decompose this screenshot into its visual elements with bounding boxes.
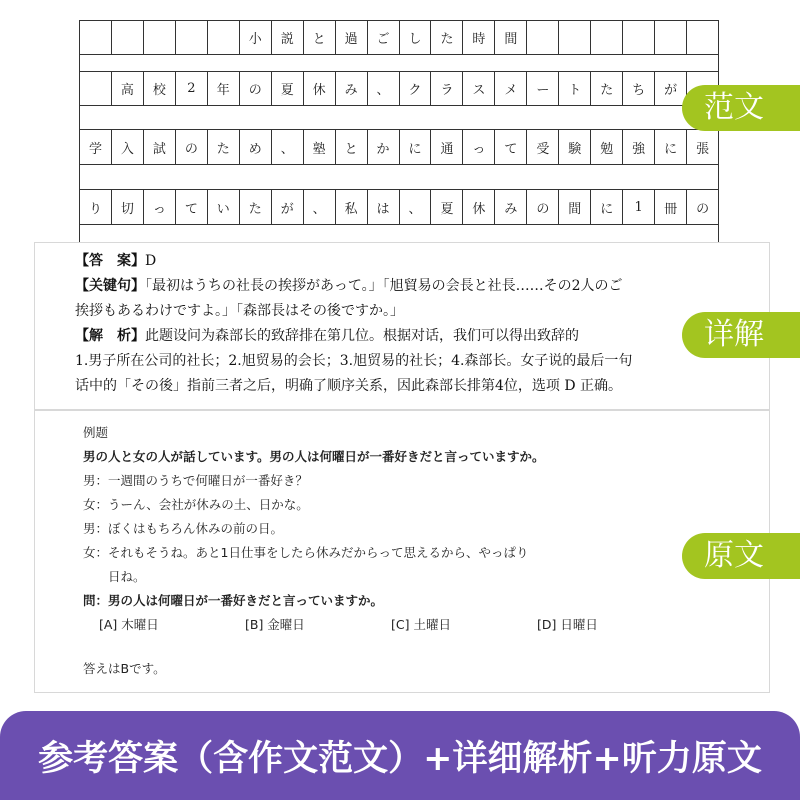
manuscript-cell: と	[304, 21, 336, 54]
manuscript-cell: と	[336, 130, 368, 164]
manuscript-cell: 、	[368, 72, 400, 105]
example-heading: 例题	[83, 425, 109, 440]
analysis-text-2: 1.男子所在公司的社长；2.旭贸易的会长；3.旭贸易的社长；4.森部长。女子说的最后一句	[75, 353, 633, 369]
manuscript-cell: の	[527, 190, 559, 224]
manuscript-cell: 夏	[272, 72, 304, 105]
answer-value: D	[145, 253, 157, 269]
manuscript-cell: 冊	[655, 190, 687, 224]
manuscript-cell: 受	[527, 130, 559, 164]
manuscript-cell: め	[240, 130, 272, 164]
key-sentence-line	[75, 274, 769, 299]
dialogue-line: 女：それもそうね。あと1日仕事をしたら休みだからって思えるから、やっぱり	[83, 545, 529, 560]
manuscript-cell: た	[591, 72, 623, 105]
manuscript-cell: っ	[144, 190, 176, 224]
manuscript-cell: 夏	[431, 190, 463, 224]
manuscript-cell: の	[240, 72, 272, 105]
manuscript-cell	[208, 21, 240, 54]
manuscript-cell: 間	[559, 190, 591, 224]
choice-a: [A] 木曜日	[99, 617, 159, 632]
manuscript-cell	[80, 21, 112, 54]
manuscript-cell: は	[368, 190, 400, 224]
footer-banner	[0, 711, 800, 800]
manuscript-gap	[79, 165, 719, 189]
answer-tag: 【答 案】	[75, 253, 145, 269]
manuscript-cell: 説	[272, 21, 304, 54]
answer-choices	[83, 613, 769, 637]
key-sentence-text-2: 挨拶もあるわけですよ。」「森部長はその後ですか。」	[75, 303, 404, 319]
manuscript-cell: っ	[463, 130, 495, 164]
manuscript-cell: 、	[400, 190, 432, 224]
manuscript-gap	[79, 55, 719, 71]
manuscript-cell: 、	[304, 190, 336, 224]
explanation-panel	[34, 242, 770, 410]
manuscript-cell: 学	[80, 130, 112, 164]
manuscript-gap	[79, 225, 719, 242]
manuscript-cell: た	[240, 190, 272, 224]
manuscript-cell: か	[368, 130, 400, 164]
manuscript-cell: 私	[336, 190, 368, 224]
dialogue-line: 女：うーん、会社が休みの土、日かな。	[83, 497, 309, 512]
manuscript-cell: い	[208, 190, 240, 224]
tab-transcript: 原文	[682, 533, 800, 579]
manuscript-cell: 休	[304, 72, 336, 105]
manuscript-cell: 間	[495, 21, 527, 54]
analysis-text-3: 话中的「その後」指前三者之后，明确了顺序关系，因此森部长排第4位，选项 D 正确。	[75, 378, 623, 394]
manuscript-cell: 過	[336, 21, 368, 54]
key-sentence-tag: 【关键句】	[75, 278, 145, 294]
manuscript-cell: た	[431, 21, 463, 54]
answer-line	[75, 249, 769, 274]
manuscript-cell	[112, 21, 144, 54]
dialogue-line: 男：一週間のうちで何曜日が一番好き？	[83, 473, 308, 488]
analysis-text-1: 此题设问为森部长的致辞排在第几位。根据对话，我们可以得出致辞的	[145, 328, 579, 344]
manuscript-cell: に	[655, 130, 687, 164]
manuscript-cell: 時	[463, 21, 495, 54]
manuscript-cell: し	[400, 21, 432, 54]
tab-analysis: 详解	[682, 312, 800, 358]
manuscript-cell: み	[336, 72, 368, 105]
manuscript-cell: の	[176, 130, 208, 164]
manuscript-gap	[79, 106, 719, 129]
manuscript-cell: ー	[527, 72, 559, 105]
manuscript-cell: 校	[144, 72, 176, 105]
choice-d: [D] 日曜日	[537, 617, 598, 632]
manuscript-cell: 年	[208, 72, 240, 105]
manuscript-cell	[144, 21, 176, 54]
manuscript-cell: ち	[623, 72, 655, 105]
manuscript-cell	[527, 21, 559, 54]
choice-c: [C] 土曜日	[391, 617, 451, 632]
manuscript-cell: 通	[431, 130, 463, 164]
manuscript-cell: ラ	[431, 72, 463, 105]
dialogue-line: 男：ぼくはもちろん休みの前の日。	[83, 521, 284, 536]
manuscript-cell	[687, 21, 718, 54]
manuscript-cell: 入	[112, 130, 144, 164]
manuscript-sample	[79, 20, 719, 242]
manuscript-cell: 切	[112, 190, 144, 224]
manuscript-cell: メ	[495, 72, 527, 105]
analysis-tag: 【解 析】	[75, 328, 145, 344]
tab-sample-essay: 范文	[682, 85, 800, 131]
manuscript-row	[79, 71, 719, 106]
manuscript-row	[79, 20, 719, 55]
manuscript-cell: ご	[368, 21, 400, 54]
banner-text: 参考答案（含作文范文）+详细解析+听力原文	[38, 738, 762, 779]
manuscript-cell: て	[176, 190, 208, 224]
manuscript-cell	[80, 72, 112, 105]
manuscript-cell: 験	[559, 130, 591, 164]
manuscript-cell: て	[495, 130, 527, 164]
manuscript-cell: に	[400, 130, 432, 164]
manuscript-cell: 勉	[591, 130, 623, 164]
manuscript-cell: が	[655, 72, 687, 105]
key-sentence-text-1: 「最初はうちの社長の挨拶があって。」「旭貿易の会長と社長……その2人のご	[145, 278, 623, 294]
manuscript-row	[79, 129, 719, 165]
manuscript-cell: ク	[400, 72, 432, 105]
answer-statement: 答えはBです。	[83, 661, 166, 676]
manuscript-cell: に	[591, 190, 623, 224]
manuscript-cell	[176, 21, 208, 54]
manuscript-cell	[655, 21, 687, 54]
manuscript-cell: ト	[559, 72, 591, 105]
manuscript-cell: が	[272, 190, 304, 224]
manuscript-cell: 、	[272, 130, 304, 164]
manuscript-cell	[591, 21, 623, 54]
manuscript-cell: み	[495, 190, 527, 224]
transcript-panel	[34, 410, 770, 693]
manuscript-cell: 2	[176, 72, 208, 105]
manuscript-row	[79, 189, 719, 225]
manuscript-cell: 塾	[304, 130, 336, 164]
dialogue-continuation: 日ね。	[108, 569, 146, 584]
manuscript-cell	[559, 21, 591, 54]
manuscript-cell: た	[208, 130, 240, 164]
manuscript-cell	[623, 21, 655, 54]
manuscript-cell: ス	[463, 72, 495, 105]
choice-b: [B] 金曜日	[245, 617, 305, 632]
manuscript-cell: 強	[623, 130, 655, 164]
manuscript-cell: 高	[112, 72, 144, 105]
manuscript-cell: 試	[144, 130, 176, 164]
manuscript-cell: 1	[623, 190, 655, 224]
analysis-line	[75, 324, 769, 349]
manuscript-cell: り	[80, 190, 112, 224]
manuscript-cell: 小	[240, 21, 272, 54]
question-line: 問：男の人は何曜日が一番好きだと言っていますか。	[83, 593, 384, 608]
manuscript-cell: の	[696, 201, 710, 217]
manuscript-cell: 休	[463, 190, 495, 224]
question-prompt: 男の人と女の人が話しています。男の人は何曜日が一番好きだと言っていますか。	[83, 449, 545, 464]
manuscript-cell: 張	[696, 141, 710, 157]
